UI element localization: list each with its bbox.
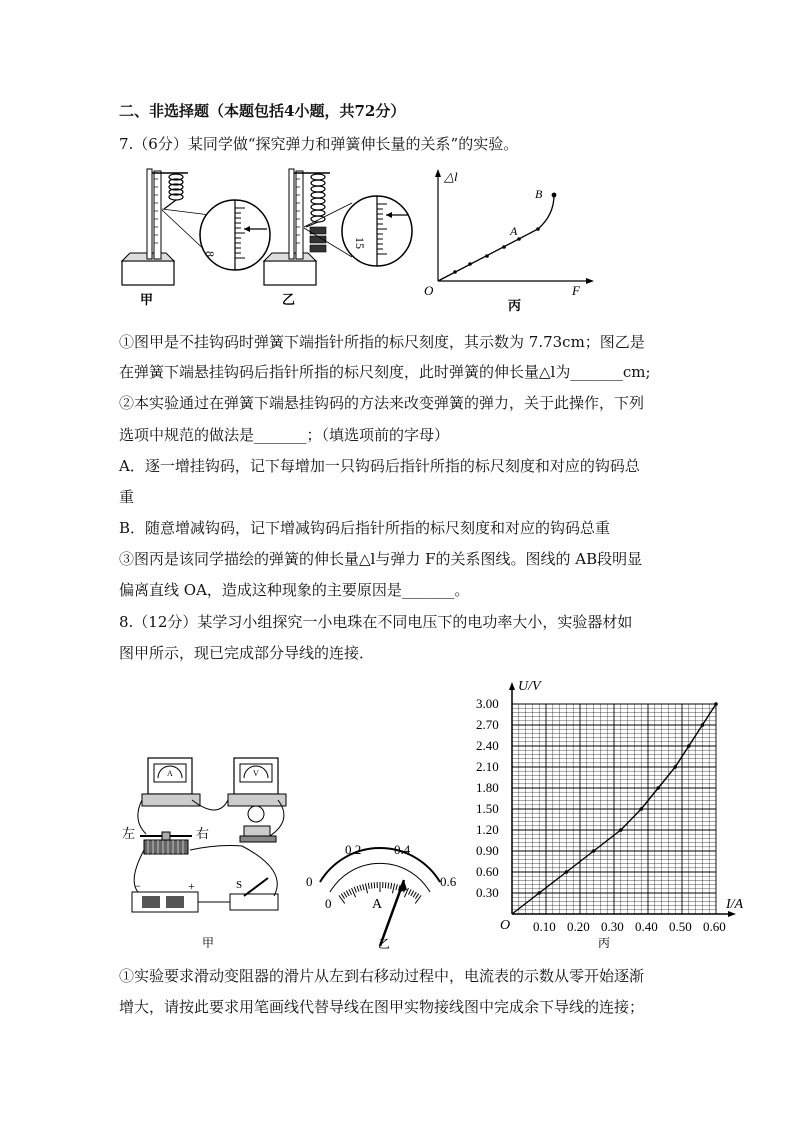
graph-x-label: F [572, 283, 580, 298]
meter-tick-mark [391, 883, 392, 889]
ammeter-label: A [167, 769, 173, 778]
meter-tick-mark [415, 894, 418, 899]
meter-zero: 0 [325, 896, 332, 911]
bulb-icon [240, 806, 276, 842]
battery-icon [132, 879, 198, 912]
graph-point-b: B [535, 187, 543, 201]
meter-tick-mark [385, 882, 386, 888]
x-tick-label: 0.30 [601, 919, 624, 934]
meter-tick-mark [354, 887, 356, 893]
meter-tick-mark [413, 892, 416, 897]
meter-tick-mark [388, 883, 389, 889]
q8-line-4: 增大，请按此要求用笔画线代替导线在图甲实物接线图中完成余下导线的连接； [119, 998, 645, 1016]
ammeter-icon [142, 758, 200, 806]
meter-tick-0: 0 [306, 874, 313, 889]
y-tick-label: 2.40 [476, 738, 499, 753]
meter-tick-mark [371, 883, 372, 889]
chart-y-label: U/V [518, 679, 541, 694]
meter-tick-mark [396, 884, 397, 890]
q7-figure-jia [118, 163, 278, 313]
fig-label-bing: 丙 [508, 298, 522, 313]
battery-minus-label: − [134, 879, 141, 893]
q7-line-6: 偏离直线 OA，造成这种现象的主要原因是_______。 [119, 581, 470, 599]
chart-point [639, 807, 643, 811]
y-tick-label: 0.90 [476, 843, 499, 858]
chart-point [656, 786, 660, 790]
meter-tick-mark [341, 894, 344, 899]
chart-point [592, 849, 596, 853]
meter-tick-0-4: 0.4 [394, 842, 411, 857]
meter-tick-mark [349, 889, 352, 894]
y-tick-label: 1.50 [476, 801, 499, 816]
q8-circuit-figure [118, 750, 300, 950]
chart-origin-label: O [500, 918, 511, 933]
meter-tick-mark [357, 886, 359, 892]
q7-figure-yi [260, 163, 420, 313]
rheostat-right-label: 右 [196, 826, 210, 841]
x-tick-label: 0.60 [703, 919, 726, 934]
section-title: 二、非选择题（本题包括4小题，共72分） [119, 102, 406, 120]
meter-tick-mark [411, 891, 414, 896]
y-tick-label: 3.00 [476, 696, 499, 711]
q8-line-1: 8.（12分）某学习小组探究一小电珠在不同电压下的电功率大小，实验器材如 [119, 613, 633, 631]
chart-point [714, 702, 718, 706]
circuit-fig-label: 甲 [202, 936, 215, 950]
chart-x-label: I/A [726, 897, 744, 912]
q7-line-4: 选项中规范的做法是_______；（填选项前的字母） [119, 426, 450, 444]
meter-tick-mark [392, 884, 394, 894]
meter-tick-mark [408, 889, 411, 894]
meter-tick-mark [339, 895, 345, 903]
battery-plus-label: + [188, 879, 195, 893]
graph-point-a: A [510, 224, 518, 238]
y-tick-label: 2.70 [476, 717, 499, 732]
meter-tick-mark [360, 885, 362, 891]
q8-meter-figure [300, 838, 472, 950]
y-axis-arrow [509, 682, 515, 690]
scale-value-jia: 8 [203, 251, 217, 257]
x-tick-label: 0.20 [567, 919, 590, 934]
meter-tick-mark [365, 884, 367, 894]
meter-tick-mark [374, 882, 375, 888]
q7-stem: 7.（6分）某同学做“探究弹力和弹簧伸长量的关系”的实验。 [119, 135, 519, 153]
rheostat-left-label: 左 [122, 826, 136, 841]
q7-figure-bing [420, 163, 600, 313]
voltmeter-label: V [253, 769, 259, 778]
x-tick-label: 0.50 [669, 919, 692, 934]
fig-label-jia: 甲 [140, 292, 154, 307]
x-tick-label: 0.40 [635, 919, 658, 934]
fig-label-yi: 乙 [282, 292, 296, 307]
x-tick-label: 0.10 [533, 919, 556, 934]
scale-value-yi: 15 [353, 237, 367, 249]
q7-line-3: ②本实验通过在弹簧下端悬挂钩码的方法来改变弹簧的弹力，关于此操作，下列 [119, 394, 645, 412]
meter-tick-0-6: 0.6 [440, 874, 457, 889]
meter-tick-mark [363, 884, 364, 890]
q7-option-a-cont: 重 [119, 488, 135, 506]
rheostat-icon [140, 832, 192, 854]
y-tick-label: 0.60 [476, 864, 499, 879]
meter-tick-mark [344, 892, 347, 897]
chart-fig-label: 丙 [598, 936, 611, 950]
y-tick-label: 2.10 [476, 759, 499, 774]
q7-option-a: A．逐一增挂钩码，记下每增加一只钩码后指针所指的标尺刻度和对应的钩码总 [119, 457, 640, 475]
chart-point [673, 765, 677, 769]
chart-point [619, 828, 623, 832]
y-tick-label: 0.30 [476, 885, 499, 900]
q7-line-1: ①图甲是不挂钩码时弹簧下端指针所指的标尺刻度，其示数为 7.73cm；图乙是 [119, 333, 645, 351]
chart-point [687, 744, 691, 748]
q8-line-3: ①实验要求滑动变阻器的滑片从左到右移动过程中，电流表的示数从零开始逐渐 [119, 967, 645, 985]
chart-point [565, 870, 569, 874]
graph-origin-label: O [424, 283, 434, 298]
q7-line-2: 在弹簧下端悬挂钩码后指针所指的标尺刻度，此时弹簧的伸长量△l为_______cm; [119, 363, 651, 381]
y-tick-label: 1.80 [476, 780, 499, 795]
y-tick-label: 1.20 [476, 822, 499, 837]
meter-unit: A [372, 897, 383, 912]
chart-point [701, 723, 705, 727]
q8-line-2: 图甲所示，现已完成部分导线的连接． [119, 644, 375, 662]
meter-fig-label: 乙 [378, 937, 391, 950]
meter-tick-0-2: 0.2 [345, 842, 362, 857]
switch-icon [230, 878, 278, 910]
q7-line-5: ③图丙是该同学描绘的弹簧的伸长量△l与弹力 F的关系图线。图线的 AB段明显 [119, 550, 643, 568]
meter-tick-mark [368, 883, 369, 889]
meter-tick-mark [415, 895, 421, 903]
voltmeter-icon [228, 758, 286, 806]
q8-ui-chart [470, 676, 760, 950]
chart-point [537, 891, 541, 895]
q7-option-b: B．随意增减钩码，记下增减钩码后指针所指的标尺刻度和对应的钩码总重 [119, 519, 611, 537]
graph-y-label: △l [444, 169, 458, 184]
meter-tick-mark [346, 891, 349, 896]
switch-label: S [236, 879, 243, 891]
